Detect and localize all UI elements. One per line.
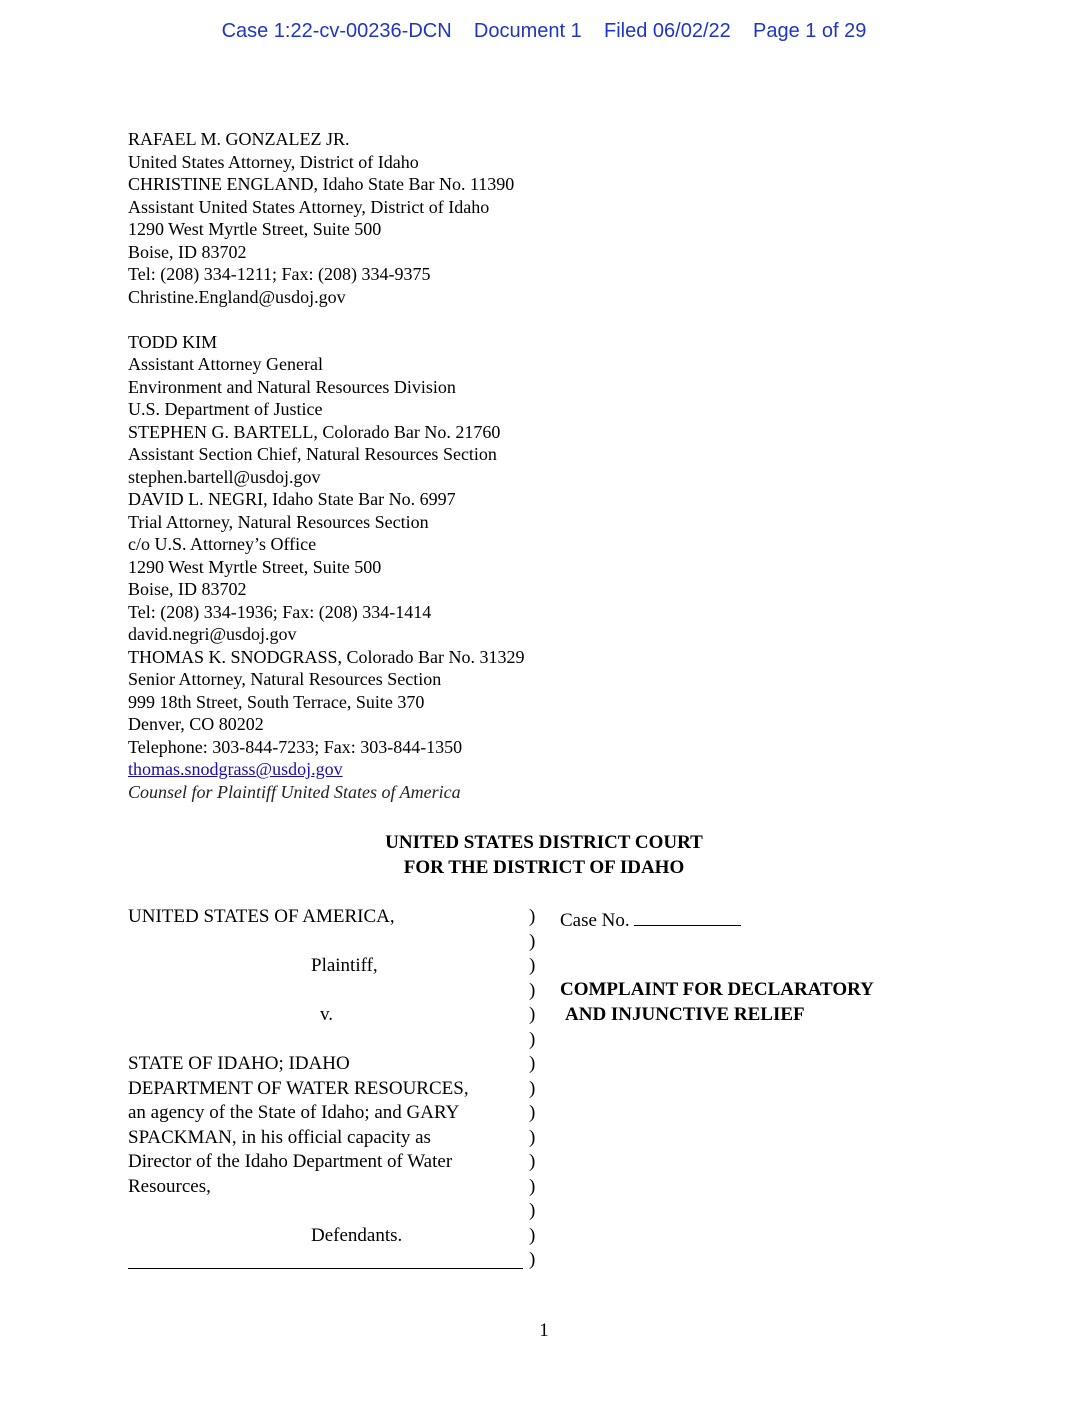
paren: ) [529, 1175, 536, 1197]
counsel-line: Tel: (208) 334-1211; Fax: (208) 334-9375 [128, 264, 431, 284]
spacer [128, 1199, 469, 1224]
defendant-line: Director of the Idaho Department of Water [128, 1151, 453, 1172]
plaintiff-name: UNITED STATES OF AMERICA, [128, 906, 395, 927]
complaint-line-1: COMPLAINT FOR DECLARATORY [560, 979, 874, 1000]
counsel-line: stephen.bartell@usdoj.gov [128, 466, 321, 487]
paren-column [529, 905, 535, 1273]
counsel-line: Denver, CO 80202 [128, 714, 264, 734]
paren: ) [529, 1102, 536, 1123]
counsel-line: DAVID L. NEGRI, Idaho State Bar No. 6997 [128, 489, 456, 509]
defendant-line: Resources, [128, 1175, 211, 1197]
counsel-line: United States Attorney, District of Idaho [128, 151, 419, 172]
caption-rule [128, 1268, 523, 1269]
counsel-line: Assistant Section Chief, Natural Resources Section [128, 444, 497, 464]
counsel-line: david.negri@usdoj.gov [128, 624, 297, 644]
filing-header [0, 20, 1088, 43]
counsel-line: Tel: (208) 334-1936; Fax: (208) 334-1414 [128, 601, 432, 622]
counsel-line: c/o U.S. Attorney’s Office [128, 534, 317, 554]
defendant-line: DEPARTMENT OF WATER RESOURCES, [128, 1077, 469, 1099]
defendants-label: Defendants. [311, 1224, 403, 1246]
email-link[interactable]: thomas.snodgrass@usdoj.gov [128, 759, 343, 779]
case-number [560, 905, 741, 934]
defendant-line: STATE OF IDAHO; IDAHO [128, 1053, 350, 1074]
counsel-line: Boise, ID 83702 [128, 241, 247, 262]
spacer [128, 930, 469, 955]
counsel-line: Environment and Natural Resources Division [128, 376, 456, 397]
paren: ) [529, 1151, 536, 1172]
court-line-2: FOR THE DISTRICT OF IDAHO [403, 857, 685, 878]
counsel-line: Christine.England@usdoj.gov [128, 286, 346, 307]
counsel-line: 1290 West Myrtle Street, Suite 500 [128, 556, 382, 577]
counsel-line: Trial Attorney, Natural Resources Section [128, 511, 429, 532]
counsel-line: THOMAS K. SNODGRASS, Colorado Bar No. 31329 [128, 646, 525, 667]
counsel-block [128, 128, 525, 803]
counsel-line: TODD KIM [128, 331, 218, 352]
header-case-number: Case 1:22-cv-00236-DCN [221, 20, 452, 42]
paren: ) [529, 1028, 536, 1050]
court-title [0, 830, 1088, 880]
paren: ) [529, 1126, 536, 1148]
paren: ) [529, 906, 536, 927]
counsel-line: STEPHEN G. BARTELL, Colorado Bar No. 21760 [128, 421, 501, 442]
complaint-line-2: AND INJUNCTIVE RELIEF [565, 1003, 805, 1025]
caption-parties [128, 905, 469, 1248]
counsel-line: Assistant Attorney General [128, 354, 323, 374]
defendant-line: an agency of the State of Idaho; and GARY [128, 1102, 460, 1123]
paren: ) [529, 1053, 536, 1074]
counsel-for: Counsel for Plaintiff United States of America [128, 781, 461, 802]
paren: ) [529, 979, 536, 1001]
counsel-line: 1290 West Myrtle Street, Suite 500 [128, 219, 382, 239]
counsel-line: Senior Attorney, Natural Resources Section [128, 669, 442, 689]
counsel-line: U.S. Department of Justice [128, 399, 323, 419]
paren: ) [529, 1249, 536, 1270]
counsel-line: CHRISTINE ENGLAND, Idaho State Bar No. 11390 [128, 174, 515, 194]
counsel-line: 999 18th Street, South Terrace, Suite 370 [128, 691, 425, 712]
paren: ) [529, 1077, 536, 1099]
paren: ) [529, 955, 536, 976]
complaint-title [560, 978, 874, 1027]
paren: ) [529, 1200, 536, 1221]
plaintiff-label: Plaintiff, [311, 955, 378, 976]
page-number: 1 [539, 1320, 549, 1341]
versus: v. [320, 1004, 334, 1025]
header-page: Page 1 of 29 [752, 20, 867, 42]
spacer [128, 1028, 469, 1053]
spacer [128, 308, 525, 331]
court-line-1: UNITED STATES DISTRICT COURT [385, 832, 703, 853]
paren: ) [529, 930, 536, 952]
paren: ) [529, 1224, 536, 1246]
case-no-blank [634, 905, 741, 926]
spacer [128, 979, 469, 1004]
case-no-label: Case No. [560, 910, 630, 931]
header-filed-date: Filed 06/02/22 [603, 20, 731, 42]
header-document: Document 1 [473, 20, 582, 42]
counsel-line: Boise, ID 83702 [128, 579, 247, 599]
counsel-line: Telephone: 303-844-7233; Fax: 303-844-1350 [128, 736, 463, 757]
paren: ) [529, 1004, 536, 1025]
defendant-line: SPACKMAN, in his official capacity as [128, 1126, 431, 1148]
counsel-line: Assistant United States Attorney, District of Idaho [128, 196, 490, 217]
counsel-line: RAFAEL M. GONZALEZ JR. [128, 129, 350, 149]
